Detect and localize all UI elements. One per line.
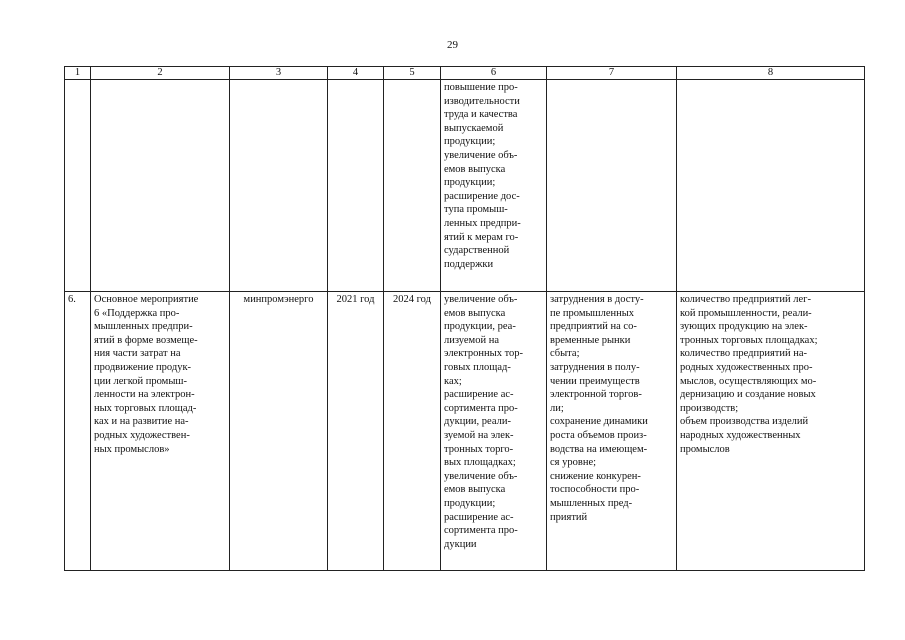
cell-text-line: роста объемов произ-: [550, 429, 647, 441]
cell-text-line: 6 «Поддержка про-: [94, 307, 180, 319]
table-row: [65, 80, 865, 292]
cell-text-line: продукции;: [444, 177, 496, 189]
cell-text-line: ся уровне;: [550, 457, 597, 469]
cell-executor: минпромэнерго: [230, 292, 328, 571]
header-cell-4: 4: [328, 67, 384, 80]
cell-text-line: увеличение объ-: [444, 470, 518, 482]
cell-expected-result: [441, 292, 547, 571]
cell-text-line: расширение ас-: [444, 511, 514, 523]
cell-text-line: электронной торгов-: [550, 389, 642, 401]
cell-text-line: говых площад-: [444, 361, 511, 373]
cell-text-line: расширение дос-: [444, 190, 520, 202]
cell-text-line: ятий к мерам го-: [444, 231, 519, 243]
cell-consequences: [547, 80, 677, 292]
cell-text-line: сортимента про-: [444, 402, 518, 414]
cell-text-line: ния части затрат на: [94, 348, 181, 360]
cell-text-line: предприятий на со-: [550, 321, 637, 333]
cell-text-line: мыслов, осуществляющих мо-: [680, 375, 817, 387]
cell-text-line: продвижение продук-: [94, 361, 192, 373]
cell-text-line: затруднения в досту-: [550, 294, 644, 305]
cell-text-line: Основное мероприятие: [94, 294, 199, 305]
cell-text-line: зуемой на элек-: [444, 429, 514, 441]
cell-end-year: 2024 год: [384, 292, 441, 571]
cell-text-line: производств;: [680, 402, 739, 414]
cell-indicators: [677, 292, 865, 571]
cell-text-line: родных художественных про-: [680, 361, 813, 373]
cell-executor: [230, 80, 328, 292]
cell-text-line: емов выпуска: [444, 307, 506, 319]
cell-text-line: ках;: [444, 375, 462, 387]
cell-text-line: продукции;: [444, 136, 496, 148]
cell-indicators: [677, 80, 865, 292]
cell-text-line: выпускаемой: [444, 122, 504, 134]
cell-text-line: ли;: [550, 402, 564, 414]
cell-text-line: ных торговых площад-: [94, 402, 197, 414]
measures-table: [64, 66, 865, 571]
cell-text-line: ных промыслов»: [94, 443, 170, 455]
cell-text-line: объем производства изделий: [680, 416, 809, 428]
cell-text-line: народных художественных: [680, 429, 801, 441]
cell-text-line: вых площадках;: [444, 457, 516, 469]
cell-text-line: пе промышленных: [550, 307, 635, 319]
cell-text-line: дукции, реали-: [444, 416, 511, 428]
cell-text-line: ции легкой промыш-: [94, 375, 187, 387]
cell-text-line: ленности на электрон-: [94, 389, 195, 401]
cell-text-line: лизуемой на: [444, 334, 499, 346]
header-cell-2: 2: [91, 67, 230, 80]
cell-start-year: 2021 год: [328, 292, 384, 571]
cell-text-line: сортимента про-: [444, 525, 518, 537]
cell-text-line: тронных торговых площадках;: [680, 334, 818, 346]
cell-text-line: снижение конкурен-: [550, 470, 641, 482]
cell-text-line: ках и на развитие на-: [94, 416, 189, 428]
cell-text-line: чении преимуществ: [550, 375, 640, 387]
cell-measure: [91, 292, 230, 571]
cell-text-line: затруднения в полу-: [550, 361, 640, 373]
cell-measure: [91, 80, 230, 292]
cell-text-line: количество предприятий на-: [680, 348, 808, 360]
cell-end-year: [384, 80, 441, 292]
cell-text-line: приятий: [550, 511, 588, 523]
cell-number: [65, 80, 91, 292]
cell-text-line: электронных тор-: [444, 348, 524, 360]
cell-text-line: мышленных пред-: [550, 497, 633, 509]
cell-text-line: поддержки: [444, 258, 494, 270]
cell-text-line: увеличение объ-: [444, 149, 518, 161]
cell-text-line: сударственной: [444, 245, 510, 257]
cell-text-line: емов выпуска: [444, 163, 506, 175]
cell-text-line: кой промышленности, реали-: [680, 307, 812, 319]
table-row: [65, 292, 865, 571]
header-row: [65, 67, 865, 80]
header-cell-3: 3: [230, 67, 328, 80]
cell-text-line: количество предприятий лег-: [680, 294, 811, 305]
cell-text-line: сохранение динамики: [550, 416, 648, 428]
cell-text-line: дукции: [444, 538, 477, 550]
cell-text-line: тупа промыш-: [444, 204, 508, 216]
cell-text-line: сбыта;: [550, 348, 580, 360]
cell-text-line: тоспособности про-: [550, 484, 640, 496]
cell-expected-result: [441, 80, 547, 292]
cell-text-line: повышение про-: [444, 82, 518, 93]
cell-text-line: продукции, реа-: [444, 321, 516, 333]
cell-text-line: временные рынки: [550, 334, 631, 346]
cell-text-line: расширение ас-: [444, 389, 514, 401]
cell-text-line: родных художествен-: [94, 429, 190, 441]
cell-text-line: увеличение объ-: [444, 294, 518, 305]
cell-text-line: зующих продукцию на элек-: [680, 321, 808, 333]
cell-text-line: изводительности: [444, 95, 520, 107]
cell-text-line: ленных предпри-: [444, 217, 521, 229]
cell-text-line: водства на имеющем-: [550, 443, 648, 455]
cell-number: 6.: [65, 292, 91, 571]
header-cell-5: 5: [384, 67, 441, 80]
cell-text-line: емов выпуска: [444, 484, 506, 496]
cell-text-line: дернизацию и создание новых: [680, 389, 816, 401]
header-cell-7: 7: [547, 67, 677, 80]
cell-consequences: [547, 292, 677, 571]
page-number: 29: [447, 39, 458, 51]
cell-text-line: продукции;: [444, 497, 496, 509]
cell-text-line: труда и качества: [444, 109, 518, 121]
cell-text-line: тронных торго-: [444, 443, 514, 455]
cell-text-line: мышленных предпри-: [94, 321, 193, 333]
header-cell-6: 6: [441, 67, 547, 80]
cell-text-line: промыслов: [680, 443, 730, 455]
header-cell-1: 1: [65, 67, 91, 80]
cell-text-line: ятий в форме возмеще-: [94, 334, 198, 346]
header-cell-8: 8: [677, 67, 865, 80]
cell-start-year: [328, 80, 384, 292]
